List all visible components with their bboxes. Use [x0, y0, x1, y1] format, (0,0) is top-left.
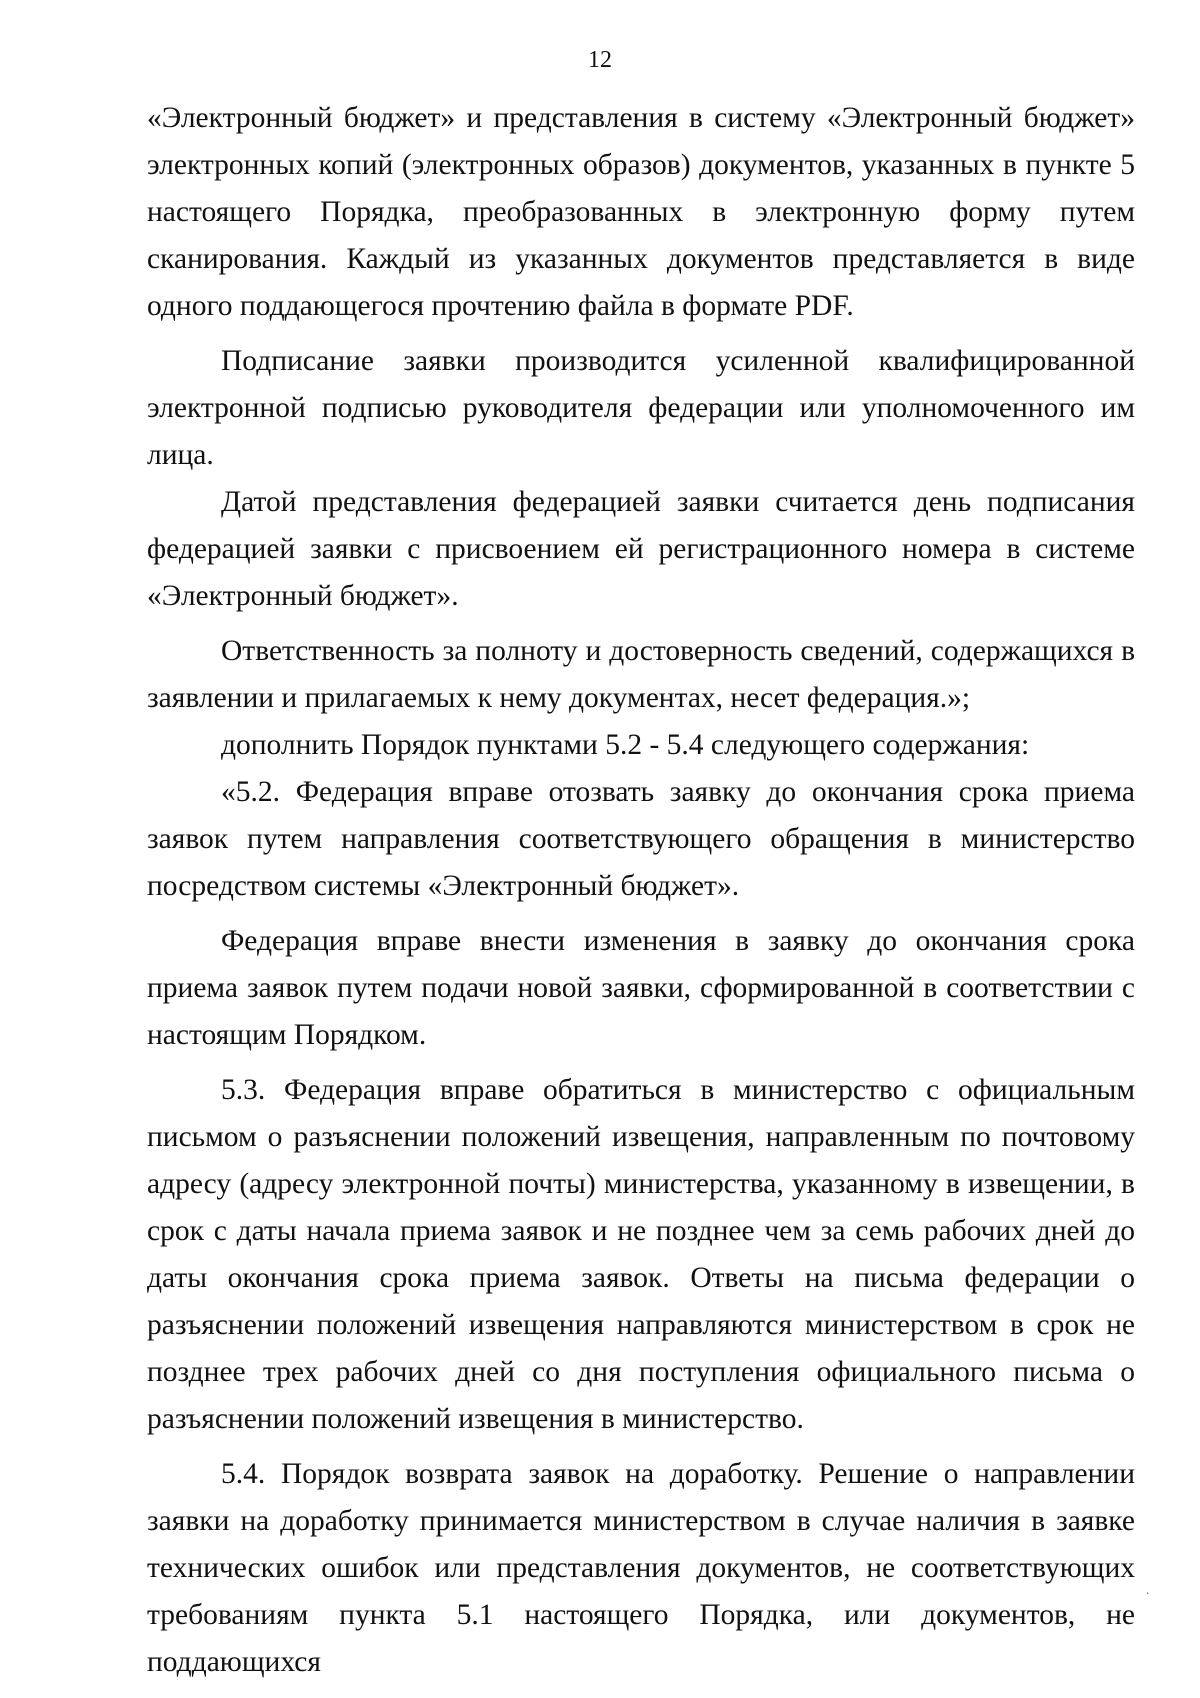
document-body: [147, 95, 1135, 1686]
page-number: 12: [588, 47, 612, 73]
paragraph-2: Подписание заявки производится усиленной квалифицированной электронной подписью руководителя федерации или уполномоченного им лица.: [147, 345, 1135, 471]
paragraph-5: дополнить Порядок пунктами 5.2 - 5.4 следующего содержания:: [221, 729, 1030, 761]
paragraph-1: «Электронный бюджет» и представления в систему «Электронный бюджет» электронных копий (электронных образов) документов, указанных в пункте 5 настоящего Порядка, преобразованных в электронную форму путем сканирования. Каждый из указанных документов представляется в виде одного поддающегося прочтению файла в формате PDF.: [147, 102, 1135, 322]
paragraph-3: Датой представления федерацией заявки считается день подписания федерацией заявки с присвоением ей регистрационного номера в системе «Электронный бюджет».: [147, 486, 1135, 612]
scan-speck: ·: [1145, 1587, 1150, 1602]
paragraph-4: Ответственность за полноту и достоверность сведений, содержащихся в заявлении и прилагаемых к нему документах, несет федерация.»;: [147, 635, 1135, 714]
paragraph-6: «5.2. Федерация вправе отозвать заявку до окончания срока приема заявок путем направления соответствующего обращения в министерство посредством системы «Электронный бюджет».: [147, 776, 1135, 902]
paragraph-8: 5.3. Федерация вправе обратиться в министерство с официальным письмом о разъяснении положений извещения, направленным по почтовому адресу (адресу электронной почты) министерства, указанному в извещении, в срок с даты начала приема заявок и не позднее чем за семь рабочих дней до даты окончания срока приема заявок. Ответы на письма федерации о разъяснении положений извещения направляются министерством в срок не позднее трех рабочих дней со дня поступления официального письма о разъяснении положений извещения в министерство.: [147, 1074, 1135, 1435]
paragraph-9: 5.4. Порядок возврата заявок на доработку. Решение о направлении заявки на доработку принимается министерством в случае наличия в заявке технических ошибок или представления документов, не соответствующих требованиям пункта 5.1 настоящего Порядка, или документов, не поддающихся: [147, 1458, 1135, 1678]
paragraph-7: Федерация вправе внести изменения в заявку до окончания срока приема заявок путем подачи новой заявки, сформированной в соответствии с настоящим Порядком.: [147, 925, 1135, 1051]
